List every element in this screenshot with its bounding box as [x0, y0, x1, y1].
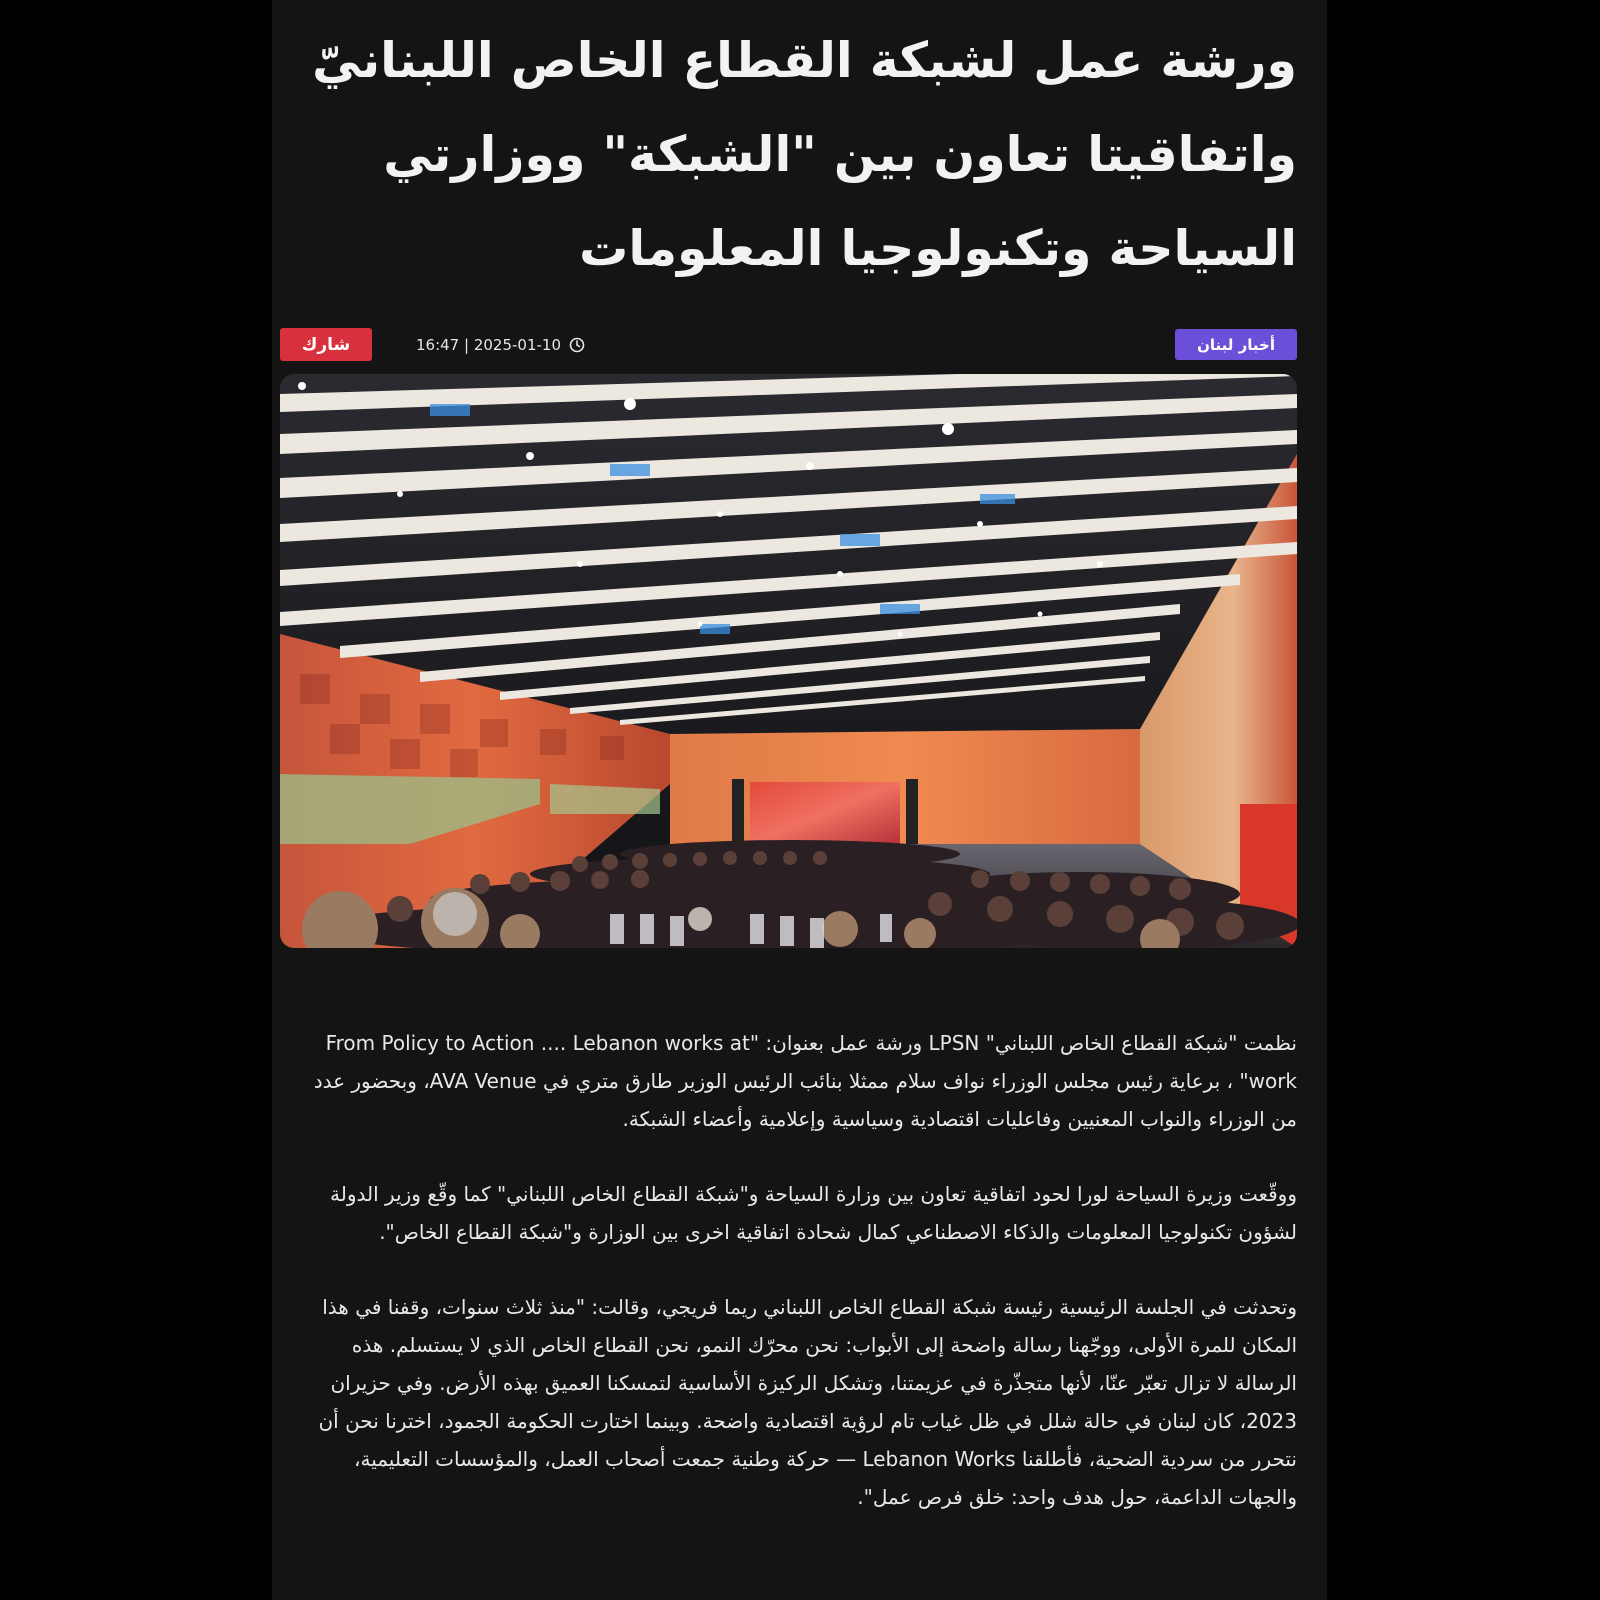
article-page	[272, 0, 1327, 1600]
hero-image	[280, 374, 1297, 948]
datetime-text: 16:47 | 2025-01-10	[416, 335, 561, 354]
share-button[interactable]: شارك	[280, 328, 372, 361]
conference-hall-photo	[280, 374, 1297, 948]
article-paragraph: نظمت "شبكة القطاع الخاص اللبناني" LPSN ورشة عمل بعنوان: "From Policy to Action .... Lebanon works at work" ، برعاية رئيس مجلس الوزراء نواف سلام ممثلا بنائب الرئيس الوزير طارق متري في AVA Venue، وبحضور عدد من الوزراء والنواب المعنيين وفاعليات اقتصادية وسياسية وإعلامية وأعضاء الشبكة.	[313, 1031, 1297, 1131]
article-paragraph: ووقّعت وزيرة السياحة لورا لحود اتفاقية تعاون بين وزارة السياحة و"شبكة القطاع الخاص اللبناني" كما وقّع وزير الدولة لشؤون تكنولوجيا المعلومات والذكاء الاصطناعي كمال شحادة اتفاقية اخرى بين الوزارة و"شبكة القطاع الخاص".	[330, 1182, 1297, 1244]
article-body	[284, 1024, 1297, 1553]
article-meta	[280, 328, 1297, 362]
article-paragraph: وتحدثت في الجلسة الرئيسية رئيسة شبكة القطاع الخاص اللبناني ريما فريجي، وقالت: "منذ ثلاث سنوات، وقفنا في هذا المكان للمرة الأولى، ووجّهنا رسالة واضحة إلى الأبواب: نحن محرّك النمو، نحن القطاع الخاص الذي لا يستسلم. هذه الرسالة لا تزال تعبّر عنّا، لأنها متجذّرة في عزيمتنا، وتشكل الركيزة الأساسية لتمسكنا العميق بهذه الأرض. وفي حزيران 2023، كان لبنان في حالة شلل في ظل غياب تام لرؤية اقتصادية واضحة. وبينما اختارت الحكومة الجمود، اخترنا نحن أن نتحرر من سردية الضحية، فأطلقنا Lebanon Works — حركة وطنية جمعت أصحاب العمل، والمؤسسات التعليمية، والجهات الداعمة، حول هدف واحد: خلق فرص عمل".	[318, 1295, 1297, 1509]
publish-datetime	[416, 328, 585, 361]
category-badge[interactable]: أخبار لبنان	[1175, 329, 1297, 360]
article-headline: ورشة عمل لشبكة القطاع الخاص اللبنانيّ واتفاقيتا تعاون بين "الشبكة" ووزارتي السياحة وتكنولوجيا المعلومات	[312, 32, 1297, 277]
clock-icon	[569, 337, 585, 353]
